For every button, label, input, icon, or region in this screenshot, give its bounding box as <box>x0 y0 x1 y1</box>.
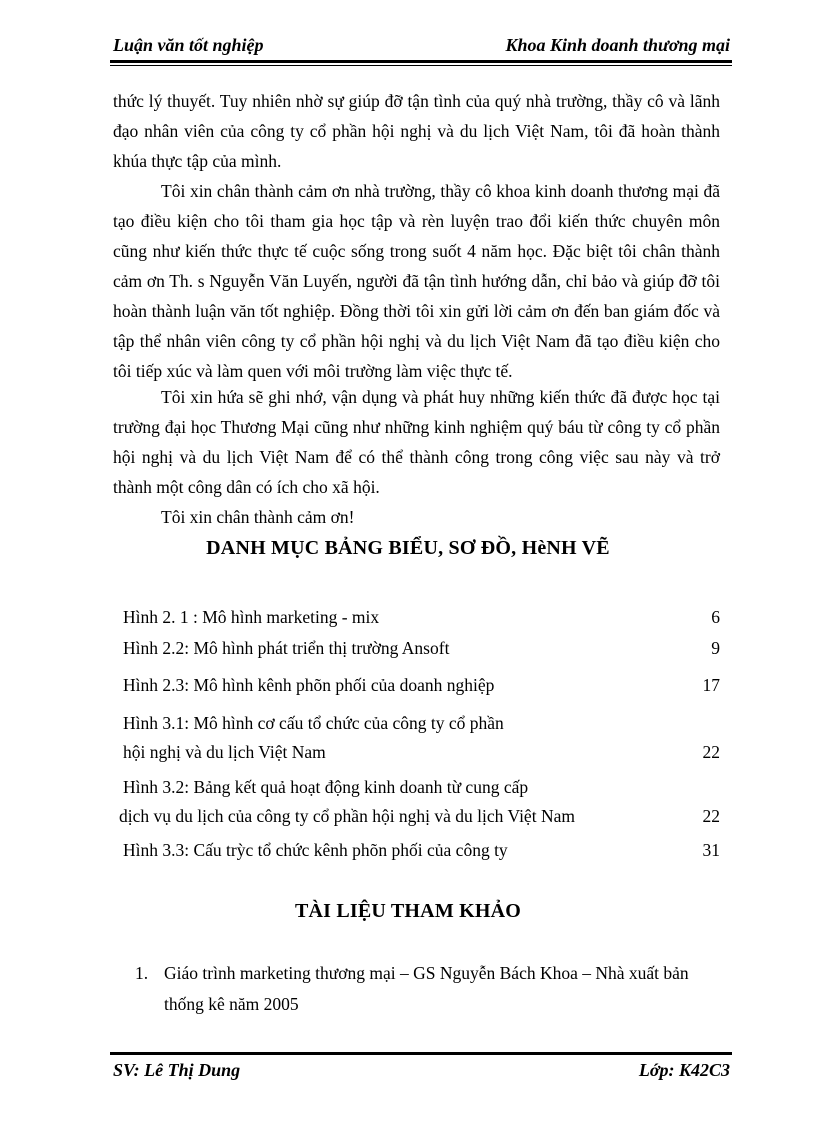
figure-entry-text: Hình 3.2: Bảng kết quả hoạt động kinh doanh từ cung cấp <box>123 777 529 797</box>
figure-entry-page: 17 <box>702 675 720 695</box>
figure-entry-text: Hình 2.3: Mô hình kênh phõn phối của doanh nghiệp <box>123 675 495 695</box>
header-rule-thick <box>110 60 732 63</box>
header-faculty-label: Khoa Kinh doanh thương mại <box>505 35 730 55</box>
paragraph-3: Tôi xin hứa sẽ ghi nhớ, vận dụng và phát huy những kiến thức đã được học tại trường đại học Thương Mại cũng như những kinh nghiệm quý báu từ công ty cổ phần hội nghị và du lịch Việt Nam để có thể thành công trong công việc sau này và trở thành một công dân có ích cho xã hội. <box>113 387 720 497</box>
paragraph-1: thức lý thuyết. Tuy nhiên nhờ sự giúp đỡ tận tình của quý nhà trường, thầy cô và lãnh đạo nhân viên của công ty cổ phần hội nghị và du lịch Việt Nam, tôi đã hoàn thành khúa thực tập của mình. <box>113 91 720 171</box>
figure-entry-text: Hình 3.3: Cấu trỳc tổ chức kênh phõn phối của công ty <box>123 840 508 860</box>
figure-entry-page: 6 <box>711 607 720 627</box>
reference-text: Giáo trình marketing thương mại – GS Nguyễn Bách Khoa – Nhà xuất bản thống kê năm 2005 <box>164 963 689 1014</box>
figure-entry-text: Hình 2. 1 : Mô hình marketing - mix <box>123 607 380 627</box>
footer-rule-thick <box>110 1052 732 1055</box>
page-header <box>113 33 730 59</box>
figure-entry-text-line2: dịch vụ du lịch của công ty cổ phần hội nghị và du lịch Việt Nam <box>119 806 575 826</box>
figures-list-title: DANH MỤC BẢNG BIỂU, SƠ ĐỒ, HèNH VẼ <box>206 537 610 559</box>
paragraph-closing: Tôi xin chân thành cảm ơn! <box>161 507 355 527</box>
figure-entry-page: 31 <box>702 840 720 860</box>
footer-class-code: Lớp: K42C3 <box>638 1060 730 1080</box>
figure-entry-page: 22 <box>702 806 720 826</box>
figure-entry-text: Hình 3.1: Mô hình cơ cấu tổ chức của công ty cổ phần <box>123 713 504 733</box>
page-footer <box>113 1060 730 1084</box>
paragraph-2: Tôi xin chân thành cảm ơn nhà trường, thầy cô khoa kinh doanh thương mại đã tạo điều kiện cho tôi tham gia học tập và rèn luyện trao đổi kiến thức chuyên môn cũng như kiến thức thực tế cuộc sống trong suốt 4 năm học. Đặc biệt tôi chân thành cảm ơn Th. s Nguyễn Văn Luyến, người đã tận tình hướng dẫn, chỉ bảo và giúp đỡ tôi hoàn thành luận văn tốt nghiệp. Đồng thời tôi xin gửi lời cảm ơn đến ban giám đốc và tập thể nhân viên công ty cổ phần hội nghị và du lịch Việt Nam đã tạo điều kiện cho tôi tiếp xúc và làm quen với môi trường làm việc thực tế. <box>113 181 720 381</box>
figure-entry-page: 22 <box>702 742 720 762</box>
header-rule-thin <box>110 65 732 66</box>
reference-number: 1. <box>135 963 149 983</box>
header-thesis-label: Luận văn tốt nghiệp <box>113 35 264 55</box>
references-title: TÀI LIỆU THAM KHẢO <box>294 900 522 922</box>
figure-entry-text-line2: hội nghị và du lịch Việt Nam <box>123 742 326 762</box>
figure-entry-text: Hình 2.2: Mô hình phát triển thị trường Ansoft <box>123 638 450 658</box>
footer-student-name: SV: Lê Thị Dung <box>113 1060 241 1080</box>
figure-entry-page: 9 <box>711 638 720 658</box>
